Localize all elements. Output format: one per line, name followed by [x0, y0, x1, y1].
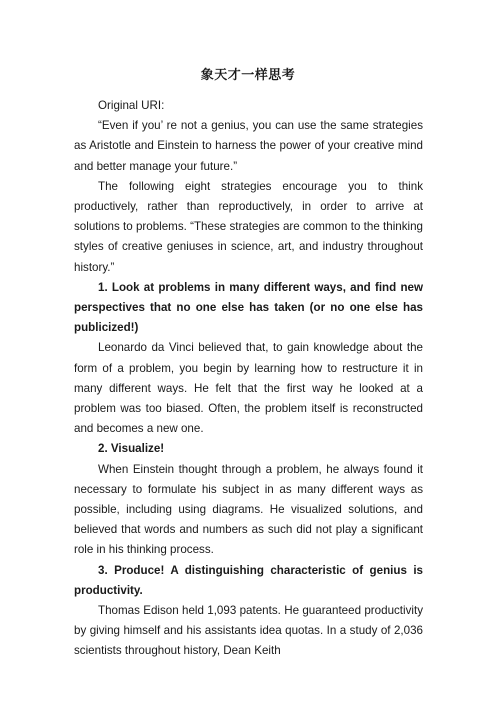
- paragraph: Leonardo da Vinci believed that, to gain knowledge about the form of a problem, you begin by learning how to restructure it in many different ways. He felt that the first way he looked at a problem was too biased. Often, the problem itself is reconstructed and becomes a new one.: [74, 341, 423, 436]
- paragraph: Thomas Edison held 1,093 patents. He guaranteed productivity by giving himself and his assistants idea quotas. In a study of 2,036 scientists throughout history, Dean Keith: [74, 604, 423, 658]
- paragraph: Original URI:: [98, 99, 165, 112]
- document-title: 象天才一样思考: [200, 68, 296, 83]
- document-body: [74, 96, 423, 662]
- paragraph: When Einstein thought through a problem, he always found it necessary to formulate his subject in as many different ways as possible, including using diagrams. He visualized solutions, and believed that words and numbers as such did not play a significant role in his thinking process.: [74, 462, 423, 557]
- section-heading: 2. Visualize!: [98, 442, 165, 456]
- section-heading: 3. Produce! A distinguishing characteristic of genius is productivity.: [74, 563, 423, 597]
- section-heading: 1. Look at problems in many different ways, and find new perspectives that no one else has taken (or no one else has publicized!): [74, 280, 423, 335]
- paragraph: The following eight strategies encourage you to think productively, rather than reproductively, in order to arrive at solutions to problems. “These strategies are common to the thinking styles of creative geniuses in science, art, and industry throughout history.”: [74, 179, 423, 274]
- paragraph: “Even if you’ re not a genius, you can use the same strategies as Aristotle and Einstein to harness the power of your creative mind and better manage your future.”: [74, 119, 423, 173]
